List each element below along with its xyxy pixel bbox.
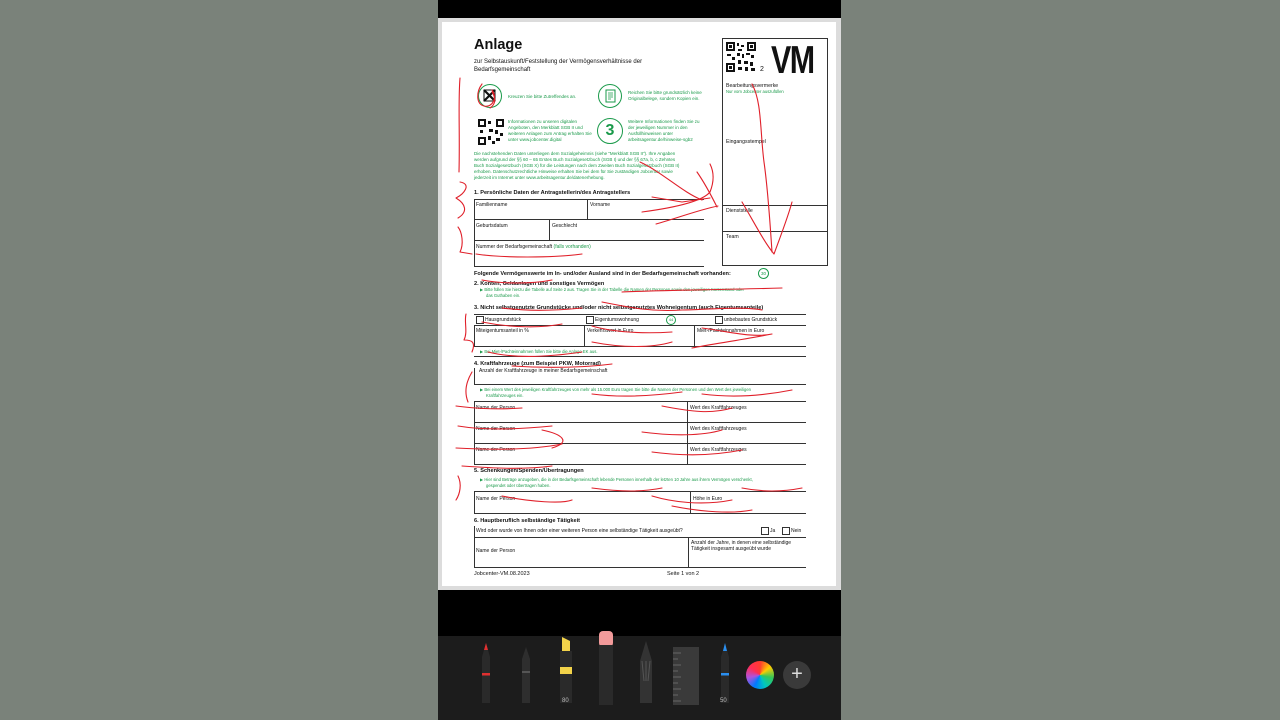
bearbeitung-note: Nur vom Jobcenter auszufüllen	[726, 89, 784, 94]
info-kopien-2: Originalbelege, sondern Kopien ein.	[628, 96, 700, 101]
pen-tip	[484, 643, 488, 650]
kfz-name-field[interactable]	[476, 433, 684, 442]
annotation-stroke	[466, 372, 472, 402]
arrow-icon: ▶	[480, 287, 485, 292]
eingang-label: Eingangsstempel	[726, 139, 766, 145]
hausgrundstueck-checkbox[interactable]	[476, 316, 484, 324]
cross-checkbox-icon	[478, 84, 502, 108]
info-digital-1: Informationen zu unseren digitalen	[508, 119, 578, 124]
document-canvas[interactable]	[438, 18, 841, 590]
number-3-icon: 3	[597, 118, 623, 144]
dienststelle-label: Dienststelle	[726, 208, 753, 214]
annotation-stroke	[592, 392, 682, 396]
unbebaut-label: unbebautes Grundstück	[724, 317, 778, 323]
fountain-pen-tool[interactable]	[717, 643, 733, 708]
document-subtitle-2: Bedarfsgemeinschaft	[474, 67, 531, 73]
bg-nummer-text: Nummer der Bedarfsgemeinschaft	[476, 244, 553, 250]
kfz-wert-label: Wert des Kraftfahrzeuges	[690, 426, 747, 432]
kfz-wert-label: Wert des Kraftfahrzeuges	[690, 405, 747, 411]
section-3-hint-text: Bei Miet-/Pachteinnahmen füllen Sie bitte die Anlage EK aus.	[484, 349, 598, 354]
kfz-wert-label: Wert des Kraftfahrzeuges	[690, 447, 747, 453]
section-5-hint-2: gespendet oder übertragen haben.	[486, 483, 551, 488]
section-1-heading: 1. Persönliche Daten der Antragstellerin/des Antragstellers	[474, 190, 631, 196]
datenschutz-line: Die nachstehenden Daten unterliegen dem Sozialgeheimnis (siehe "Merkblatt SGB II"). Ihre Angaben	[474, 151, 676, 156]
footer-form-id: Jobcenter-VM.08.2023	[474, 571, 530, 577]
bg-nummer-hint: (falls vorhanden)	[553, 244, 591, 250]
mieteinnahmen-label: Miet-/Pachteinnahmen in Euro	[697, 328, 765, 334]
info-weitere-4[interactable]: arbeitsagentur.de/hinweise-sgb2	[628, 137, 693, 142]
section-3-hint	[480, 349, 598, 355]
hint-badge[interactable]: 30	[758, 268, 769, 279]
kfz-name-label: Name der Person	[476, 426, 516, 432]
annotation-stroke	[458, 227, 472, 254]
phone-screen	[438, 0, 841, 720]
schenkung-name-field[interactable]	[476, 503, 686, 512]
kfz-wert-field[interactable]	[690, 454, 804, 463]
footer-page-number: Seite 1 von 2	[667, 571, 700, 577]
ja-checkbox[interactable]	[761, 527, 769, 535]
datenschutz-line: Buch Sozialgesetzbuch (SGB X) für die Leistungen nach dem Zweiten Buch Sozialgesetzbuch (SGB II)	[474, 163, 680, 168]
pen-band	[482, 673, 490, 676]
color-picker-button[interactable]	[746, 661, 774, 689]
section-4-hint-1	[480, 387, 751, 393]
document-subtitle-1: zur Selbstauskunft/Feststellung der Vermögensverhältnisse der	[474, 59, 643, 65]
section-6-heading: 6. Hauptberuflich selbständige Tätigkeit	[474, 518, 580, 524]
selbstaendig-name-field[interactable]	[476, 556, 684, 566]
bearbeitung-label: Bearbeitungsvermerke	[726, 83, 779, 89]
selbstaendig-jahre-label-2: Tätigkeit insgesamt ausgeübt wurde	[691, 546, 772, 552]
qr-code-icon	[726, 42, 756, 72]
qr-small-icon	[478, 119, 504, 145]
nein-checkbox[interactable]	[782, 527, 790, 535]
ja-label: Ja	[770, 528, 776, 534]
document-page[interactable]	[442, 22, 836, 586]
highlighter-tool[interactable]	[557, 637, 575, 708]
info-kopien-1: Reichen Sie bitte grundsätzlich keine	[628, 90, 702, 95]
familienname-field[interactable]	[476, 208, 584, 218]
geburtsdatum-field[interactable]	[476, 229, 546, 239]
schenkung-name-label: Name der Person	[476, 496, 516, 502]
unbebaut-checkbox[interactable]	[715, 316, 723, 324]
bg-nummer-label	[476, 244, 591, 250]
selbstaendig-name-label: Name der Person	[476, 548, 516, 554]
datenschutz-line: jederzeit im Internet unter www.arbeitsagentur.de/datenerhebung.	[474, 175, 605, 180]
section-2-hint-1-text: Bitte füllen Sie hierzu die Tabelle auf Seite 2 aus. Tragen Sie in der Tabelle die Namen der Personen sowie den jeweiligen Kontenstand oder	[484, 287, 745, 292]
info-weitere-2: der jeweiligen Nummer in den	[628, 125, 688, 130]
geburtsdatum-label: Geburtsdatum	[476, 223, 508, 229]
section-5-heading: 5. Schenkungen/Spenden/Übertragungen	[474, 468, 584, 474]
annotation-stroke	[697, 172, 717, 207]
geschlecht-field[interactable]	[552, 229, 702, 239]
arrow-icon: ▶	[480, 387, 485, 392]
stamp-box	[722, 38, 828, 266]
info-kreuzen: Kreuzen Sie bitte Zutreffendes an.	[508, 94, 577, 99]
markup-toolbar	[438, 636, 841, 720]
fountain-pen-band	[721, 673, 729, 676]
vorname-label: Vorname	[590, 202, 611, 208]
eigentumswohnung-checkbox[interactable]	[586, 316, 594, 324]
datenschutz-line: erhoben. Datenschutzrechtliche Hinweise erhalten Sie bei dem für Sie zuständigen Jobcenter sowie	[474, 169, 673, 174]
info-digital-4[interactable]: unter www.jobcenter.digital	[508, 137, 562, 142]
info-weitere-3: Ausfüllhinweisen unter	[628, 131, 674, 136]
miteigentum-label: Miteigentumsanteil in %	[476, 328, 529, 334]
vermoegen-heading: Folgende Vermögenswerte im In- und/oder Ausland sind in der Bedarfsgemeinschaft vorhanden:	[474, 271, 731, 277]
add-button[interactable]: +	[783, 661, 811, 689]
form-badge-vm: VM	[771, 39, 814, 82]
pencil-tool[interactable]	[637, 641, 655, 708]
divider	[723, 231, 827, 232]
highlighter-band	[560, 667, 572, 674]
anzahl-kfz-field[interactable]	[479, 375, 629, 383]
monoline-tool[interactable]	[518, 643, 534, 708]
kfz-name-field[interactable]	[476, 454, 684, 463]
pen-tool[interactable]	[478, 643, 494, 708]
info-digital-3: weiteren Anlagen zum Antrag erhalten Sie	[508, 131, 592, 136]
divider	[723, 205, 827, 206]
info-digital-2: Angeboten, den Merkblatt SGB II und	[508, 125, 583, 130]
hint-badge[interactable]: 44	[666, 315, 676, 325]
bg-nummer-field[interactable]	[476, 251, 696, 261]
selbstaendig-jahre-label-1: Anzahl der Jahre, in denen eine selbständige	[691, 540, 792, 546]
hausgrundstueck-label: Hausgrundstück	[485, 317, 522, 323]
section-5-hint-1	[480, 477, 753, 483]
fountain-pen-opacity: 50	[720, 698, 727, 704]
kfz-name-label: Name der Person	[476, 405, 516, 411]
section-5-hint-1-text: Hier sind Beträge anzugeben, die in der Bedarfsgemeinschaft lebende Personen innerhalb der letzten 10 Jahre aus ihrem Vermögen verschenkt,	[484, 477, 753, 482]
annotation-stroke	[456, 182, 466, 218]
kfz-wert-field[interactable]	[690, 433, 804, 442]
highlighter-opacity: 80	[562, 698, 569, 704]
annotation-stroke	[456, 476, 460, 500]
eigentumswohnung-label: Eigentumswohnung	[595, 317, 639, 323]
datenschutz-line: werden aufgrund der §§ 60 – 65 Erstes Buch Sozialgesetzbuch (SGB I) und der §§ 67a, b, c Zehntes	[474, 157, 676, 162]
section-4-hint-1-text: Bei einem Wert des jeweiligen Kraftfahrzeuges von mehr als 15.000 Euro tragen Sie bitte die Namen der Personen und den Wert des jeweiligen	[484, 387, 751, 392]
geschlecht-label: Geschlecht	[552, 223, 578, 229]
arrow-icon: ▶	[480, 349, 485, 354]
familienname-label: Familienname	[476, 202, 508, 208]
selbstaendig-jahre-field[interactable]	[691, 554, 803, 566]
section-4-hint-2: Kraftfahrzeuges ein.	[486, 393, 524, 398]
nein-label: Nein	[791, 528, 802, 534]
verkehrswert-label: Verkehrswert in Euro	[587, 328, 634, 334]
ruler-tool[interactable]	[673, 647, 699, 710]
vorname-field[interactable]	[590, 208, 702, 218]
schenkung-hoehe-label: Höhe in Euro	[693, 496, 723, 502]
fountain-pen-tip	[723, 643, 727, 651]
section-2-heading: 2. Konten, Geldanlagen und sonstiges Vermögen	[474, 281, 605, 287]
section-2-hint-1	[480, 287, 744, 293]
section-4-heading: 4. Kraftfahrzeuge (zum Beispiel PKW, Motorrad)	[474, 361, 601, 367]
eraser-tip	[599, 631, 613, 647]
arrow-icon: ▶	[480, 477, 485, 482]
section-2-hint-2: das Guthaben ein.	[486, 293, 521, 298]
kfz-wert-field[interactable]	[690, 412, 804, 421]
document-title: Anlage	[474, 37, 523, 53]
qr-number: 2	[760, 66, 764, 73]
schenkung-hoehe-field[interactable]	[693, 503, 803, 512]
section-3-heading: 3. Nicht selbstgenutzte Grundstücke und/oder nicht selbstgenutztes Wohneigentum (auch Eigentumsanteile)	[474, 305, 764, 311]
selbstaendig-question: Wird oder wurde von Ihnen oder einer weiteren Person eine selbständige Tätigkeit ausgeübt?	[476, 528, 683, 534]
document-copy-icon	[598, 84, 622, 108]
eraser-tool[interactable]	[597, 631, 615, 710]
annotation-stroke	[459, 78, 460, 172]
kfz-name-field[interactable]	[476, 412, 684, 421]
team-label: Team	[726, 234, 739, 240]
anzahl-kfz-label: Anzahl der Kraftfahrzeuge in meiner Bedarfsgemeinschaft	[479, 368, 608, 374]
info-weitere-1: Weitere Informationen finden Sie zu	[628, 119, 700, 124]
annotation-stroke	[464, 314, 474, 352]
kfz-name-label: Name der Person	[476, 447, 516, 453]
highlighter-tip	[562, 637, 570, 651]
